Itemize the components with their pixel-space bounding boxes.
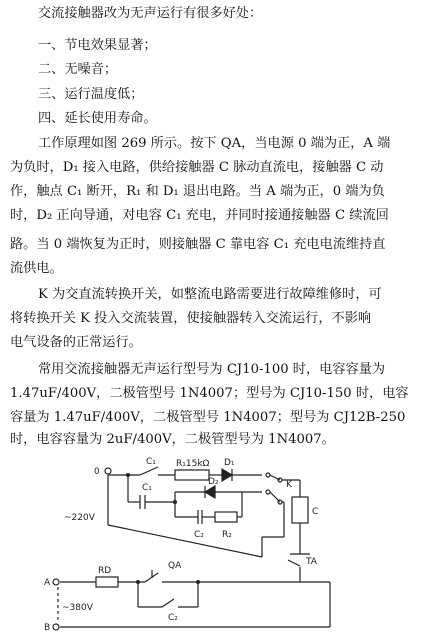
switch-line-1: K 为交直流转换开关，如整流电路需要进行故障维修时，可 bbox=[38, 287, 382, 302]
switch-line-3: 电气设备的正常运行。 bbox=[10, 335, 142, 350]
benefit-1: 一、节电效果显著； bbox=[38, 38, 157, 53]
ac220-label: ~220V bbox=[64, 513, 95, 523]
node-a-label: A bbox=[44, 578, 51, 588]
model-line-3: 容量为 1.47uF/400V，二极管型号 1N4007；型号为 CJ12B-250 bbox=[10, 410, 406, 425]
benefit-2: 二、无噪音； bbox=[38, 62, 118, 77]
c1-capacitor-label: C₁ bbox=[142, 483, 152, 493]
node-b-label: B bbox=[44, 623, 51, 633]
d1-label: D₁ bbox=[224, 458, 235, 468]
switch-line-2: 将转换开关 K 投入交流装置，使接触器转入交流运行，不影响 bbox=[10, 311, 372, 326]
principle-line-5: 路。当 0 端恢复为正时，则接触器 C 靠电容 C₁ 充电电流维持直 bbox=[10, 237, 386, 252]
principle-line-6: 流供电。 bbox=[10, 261, 63, 276]
circuit-diagram bbox=[0, 442, 439, 635]
k-switch-label: K bbox=[286, 480, 292, 490]
ac380-label: ~380V bbox=[62, 603, 93, 613]
c2-contact-label: C₂ bbox=[168, 613, 178, 623]
benefit-3: 三、运行温度低； bbox=[38, 87, 144, 102]
intro-line: 交流接触器改为无声运行有很多好处： bbox=[38, 6, 263, 21]
r1-label: R₁15kΩ bbox=[176, 459, 210, 469]
model-line-4: 时，电容容量为 2uF/400V，二极管型号为 1N4007。 bbox=[10, 432, 335, 447]
principle-line-4: 时，D₂ 正向导通，对电容 C₁ 充电，并同时接通接触器 C 续流回 bbox=[10, 208, 389, 223]
node-0-label: 0 bbox=[94, 467, 100, 477]
qa-label: QA bbox=[168, 561, 182, 571]
rd-label: RD bbox=[98, 566, 112, 576]
model-line-2: 1.47uF/400V，二极管型号 1N4007；型号为 CJ10-150 时，电容 bbox=[10, 386, 409, 401]
principle-line-3: 作，触点 C₁ 断开，R₁ 和 D₁ 退出电路。当 A 端为正，0 端为负 bbox=[10, 184, 385, 199]
principle-line-1: 工作原理如图 269 所示。按下 QA，当电源 0 端为正，A 端 bbox=[38, 136, 391, 151]
coil-c-label: C bbox=[312, 507, 319, 517]
benefit-4: 四、延长使用寿命。 bbox=[38, 111, 157, 126]
ta-label: TA bbox=[306, 557, 317, 567]
d2-label: D₂ bbox=[208, 477, 219, 487]
model-line-1: 常用交流接触器无声运行型号为 CJ10-100 时，电容容量为 bbox=[38, 362, 386, 377]
c2-capacitor-label: C₂ bbox=[194, 530, 204, 540]
r2-label: R₂ bbox=[222, 530, 232, 540]
principle-line-2: 为负时，D₁ 接入电路，供给接触器 C 脉动直流电，接触器 C 动 bbox=[10, 160, 384, 175]
c1-contact-label: C₁ bbox=[146, 457, 156, 467]
